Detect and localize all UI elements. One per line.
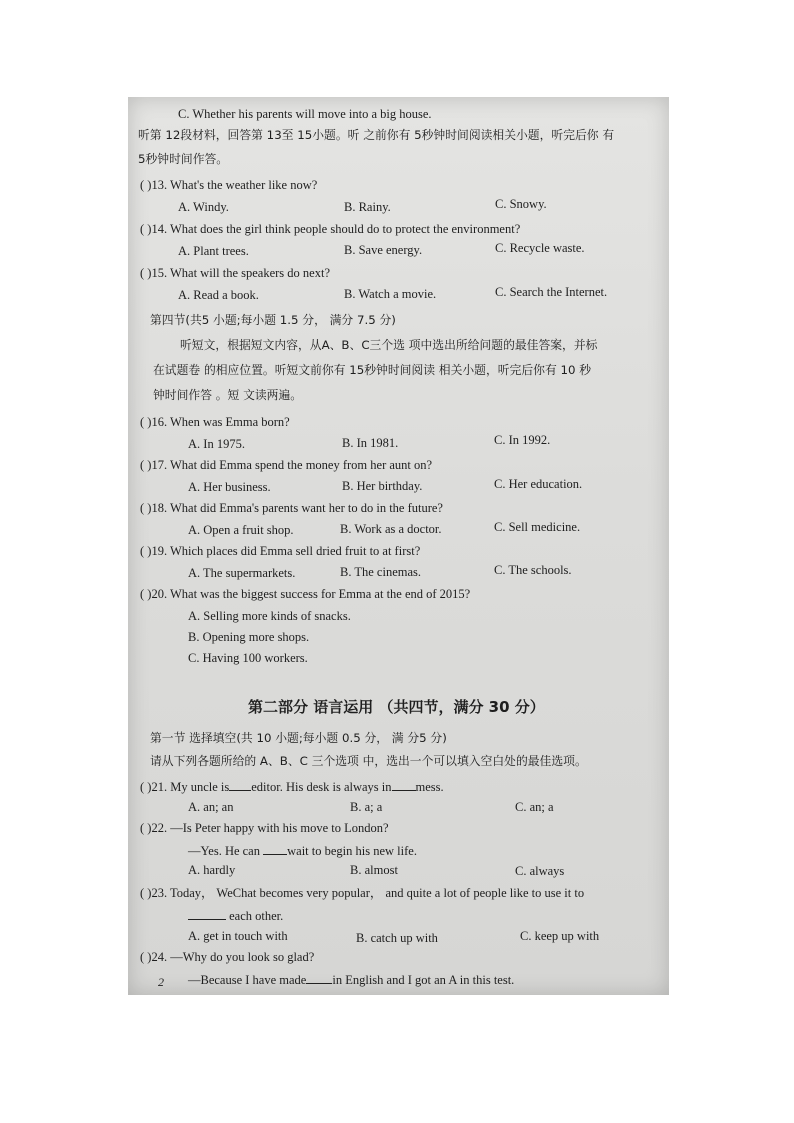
q16-option-a: A. In 1975. bbox=[188, 437, 245, 451]
q21-option-c: C. an; a bbox=[515, 800, 554, 814]
part2-instruction: 请从下列各题所给的 A、B、C 三个选项 中，选出一个可以填入空白处的最佳选项。 bbox=[150, 754, 587, 768]
part2-title: 第二部分 语言运用 （共四节，满分 30 分） bbox=[248, 698, 545, 716]
q21-blank-2 bbox=[392, 778, 416, 791]
q19-option-c: C. The schools. bbox=[494, 563, 572, 577]
q24-answer-end: in English and I got an A in this test. bbox=[332, 973, 515, 987]
q18-option-c: C. Sell medicine. bbox=[494, 520, 581, 534]
exam-page bbox=[128, 97, 669, 995]
q23-blank bbox=[188, 907, 226, 920]
q18-option-b: B. Work as a doctor. bbox=[340, 522, 442, 536]
q13-option-a: A. Windy. bbox=[178, 200, 229, 214]
q23-option-b: B. catch up with bbox=[356, 931, 438, 945]
q22-blank bbox=[263, 842, 287, 855]
q13-option-b: B. Rainy. bbox=[344, 200, 391, 214]
q15-stem: ( )15. What will the speakers do next? bbox=[140, 266, 330, 280]
q19-option-a: A. The supermarkets. bbox=[188, 566, 296, 580]
section4-title: 第四节(共5 小题;每小题 1.5 分， 满分 7.5 分) bbox=[150, 313, 396, 327]
q22-answer-line bbox=[188, 842, 417, 859]
q15-option-c: C. Search the Internet. bbox=[495, 285, 608, 299]
q24-answer-line bbox=[188, 971, 514, 988]
section3-instruction-line1: 听第 12段材料，回答第 13至 15小题。听 之前你有 5秒钟时间阅读相关小题，听完后你 有 bbox=[138, 128, 615, 142]
q24-blank bbox=[306, 971, 332, 984]
q21-option-b: B. a; a bbox=[350, 800, 383, 814]
q15-option-b: B. Watch a movie. bbox=[344, 287, 437, 301]
q23-option-a: A. get in touch with bbox=[188, 929, 288, 943]
q23-option-c: C. keep up with bbox=[520, 929, 600, 943]
q23-stem-end: each other. bbox=[226, 909, 284, 923]
q17-stem: ( )17. What did Emma spend the money from her aunt on? bbox=[140, 458, 433, 472]
q15-option-a: A. Read a book. bbox=[178, 288, 259, 302]
q17-option-b: B. Her birthday. bbox=[342, 479, 423, 493]
q18-option-a: A. Open a fruit shop. bbox=[188, 523, 294, 537]
q18-stem: ( )18. What did Emma's parents want her to do in the future? bbox=[140, 501, 443, 515]
q23-stem: ( )23. Today， WeChat becomes very popular， and quite a lot of people like to use it to bbox=[140, 886, 585, 900]
q22-option-c: C. always bbox=[515, 864, 565, 878]
q21-stem-middle: editor. His desk is always in bbox=[251, 780, 392, 794]
q21-blank-1 bbox=[229, 778, 251, 791]
q23-stem-continuation bbox=[188, 907, 283, 924]
q19-option-b: B. The cinemas. bbox=[340, 565, 421, 579]
q16-option-b: B. In 1981. bbox=[342, 436, 399, 450]
q12-option-c: C. Whether his parents will move into a big house. bbox=[178, 107, 432, 121]
q13-option-c: C. Snowy. bbox=[495, 197, 547, 211]
q17-option-a: A. Her business. bbox=[188, 480, 271, 494]
q21-stem-end: mess. bbox=[415, 780, 444, 794]
q22-answer-start: —Yes. He can bbox=[188, 844, 260, 858]
q20-stem: ( )20. What was the biggest success for Emma at the end of 2015? bbox=[140, 587, 471, 601]
q20-option-c: C. Having 100 workers. bbox=[188, 651, 308, 665]
section4-instruction-line3: 钟时间作答 。短 文读两遍。 bbox=[153, 388, 303, 402]
q22-stem: ( )22. —Is Peter happy with his move to London? bbox=[140, 821, 389, 835]
section4-instruction-line2: 在试题卷 的相应位置。听短文前你有 15秒钟时间阅读 相关小题，听完后你有 10 秒 bbox=[153, 363, 592, 377]
part2-section1-title: 第一节 选择填空(共 10 小题;每小题 0.5 分， 满 分5 分) bbox=[150, 731, 447, 745]
q24-stem: ( )24. —Why do you look so glad? bbox=[140, 950, 315, 964]
q16-option-c: C. In 1992. bbox=[494, 433, 551, 447]
q14-option-a: A. Plant trees. bbox=[178, 244, 249, 258]
page-number: 2 bbox=[158, 975, 164, 989]
section3-instruction-line2: 5秒钟时间作答。 bbox=[138, 152, 229, 166]
q20-option-a: A. Selling more kinds of snacks. bbox=[188, 609, 351, 623]
q17-option-c: C. Her education. bbox=[494, 477, 583, 491]
section4-instruction-line1: 听短文，根据短文内容，从A、B、C三个选 项中选出所给问题的最佳答案，并标 bbox=[180, 338, 598, 352]
q14-option-b: B. Save energy. bbox=[344, 243, 423, 257]
q21-stem bbox=[140, 778, 444, 795]
q21-option-a: A. an; an bbox=[188, 800, 234, 814]
q16-stem: ( )16. When was Emma born? bbox=[140, 415, 290, 429]
q22-option-b: B. almost bbox=[350, 863, 398, 877]
q22-option-a: A. hardly bbox=[188, 863, 236, 877]
q19-stem: ( )19. Which places did Emma sell dried fruit to at first? bbox=[140, 544, 421, 558]
q14-option-c: C. Recycle waste. bbox=[495, 241, 585, 255]
q24-answer-start: —Because I have made bbox=[188, 973, 307, 987]
q21-stem-start: ( )21. My uncle is bbox=[140, 780, 230, 794]
q22-answer-end: wait to begin his new life. bbox=[287, 844, 417, 858]
q14-stem: ( )14. What does the girl think people should do to protect the environment? bbox=[140, 222, 521, 236]
q13-stem: ( )13. What's the weather like now? bbox=[140, 178, 318, 192]
q20-option-b: B. Opening more shops. bbox=[188, 630, 310, 644]
